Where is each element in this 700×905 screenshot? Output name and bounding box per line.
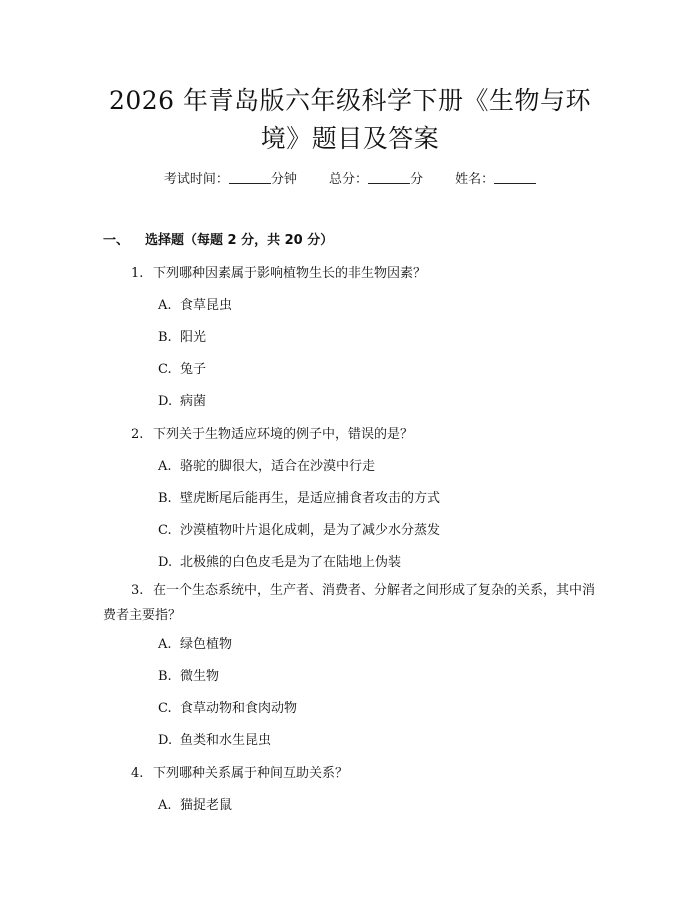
section-number: 一、: [103, 233, 130, 248]
question-3-option-a: A. 绿色植物: [158, 637, 233, 652]
question-2: [131, 423, 413, 442]
question-1: [131, 262, 426, 281]
question-1-option-c: C. 兔子: [158, 362, 207, 377]
student-name: [455, 168, 536, 187]
question-3-option-b: B. 微生物: [158, 669, 220, 684]
question-2-option-d: D. 北极熊的白色皮毛是为了在陆地上伪装: [158, 555, 402, 570]
question-text: 下列哪种关系属于种间互助关系？: [153, 766, 349, 781]
question-4: [131, 762, 348, 781]
question-text: 下列哪种因素属于影响植物生长的非生物因素？: [153, 266, 427, 281]
question-3-option-c: C. 食草动物和食肉动物: [158, 701, 298, 716]
title-line-2: 境》题目及答案: [260, 124, 440, 153]
question-1-option-a: A. 食草昆虫: [158, 298, 233, 313]
total-score-unit: 分: [410, 172, 424, 187]
question-text: 下列关于生物适应环境的例子中，错误的是？: [153, 427, 414, 442]
question-2-option-a: A. 骆驼的脚很大，适合在沙漠中行走: [158, 459, 376, 474]
section-title: 选择题（每题 2 分，共 20 分）: [145, 233, 334, 248]
question-3-option-d: D. 鱼类和水生昆虫: [158, 733, 272, 748]
question-3: [103, 578, 598, 628]
total-score-label: 总分：: [328, 172, 368, 187]
question-1-option-d: D. 病菌: [158, 394, 207, 409]
exam-time-unit: 分钟: [270, 172, 297, 187]
exam-time: [164, 168, 297, 187]
section-heading: [103, 229, 333, 248]
question-2-option-c: C. 沙漠植物叶片退化成刺，是为了减少水分蒸发: [158, 523, 441, 538]
exam-time-label: 考试时间：: [163, 172, 229, 187]
question-number: 4.: [131, 766, 144, 781]
exam-info: [0, 168, 700, 187]
title-line-1: 2026 年青岛版六年级科学下册《生物与环: [108, 86, 592, 115]
document-title: [0, 82, 700, 158]
question-number: 2.: [131, 427, 144, 442]
student-name-blank: [494, 171, 536, 184]
total-score-blank: [368, 171, 410, 184]
question-number: 3.: [131, 583, 144, 598]
question-text: 在一个生态系统中，生产者、消费者、分解者之间形成了复杂的关系，其中消费者主要指？: [103, 583, 596, 623]
student-name-label: 姓名：: [455, 172, 495, 187]
total-score: [329, 168, 423, 187]
question-2-option-b: B. 壁虎断尾后能再生，是适应捕食者攻击的方式: [158, 491, 441, 506]
question-4-option-a: A. 猫捉老鼠: [158, 798, 233, 813]
question-1-option-b: B. 阳光: [158, 330, 207, 345]
question-number: 1.: [131, 266, 144, 281]
exam-time-blank: [229, 171, 271, 184]
